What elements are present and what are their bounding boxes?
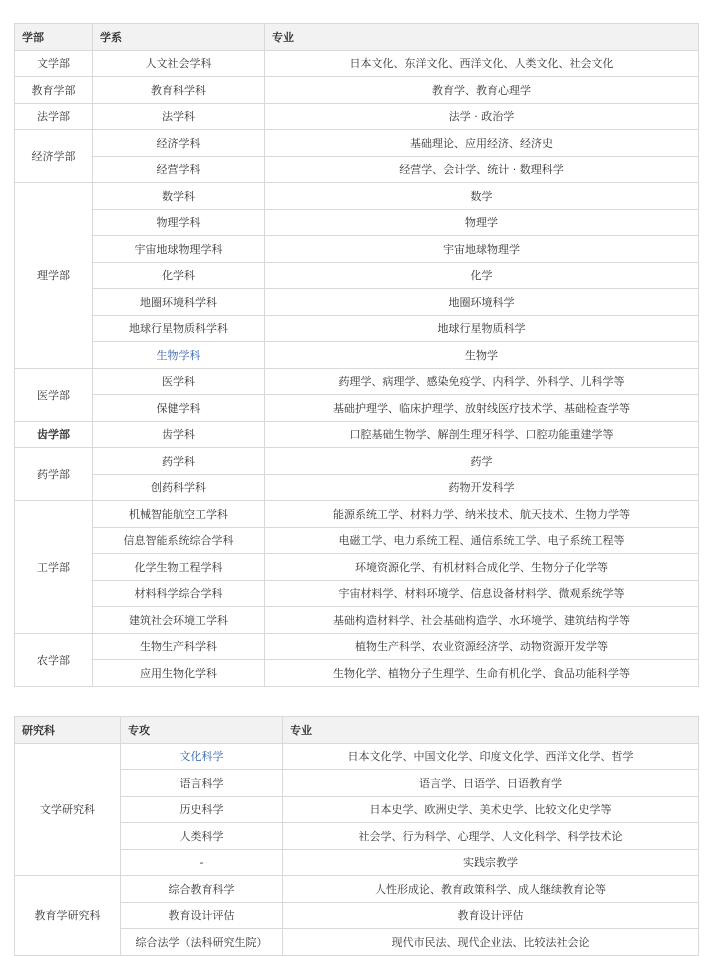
table-row	[15, 660, 699, 687]
major-cell: 地球行星物质科学	[265, 315, 699, 342]
department-cell: 法学科	[93, 103, 265, 130]
major-cell: 现代市民法、现代企业法、比较法社会论	[283, 929, 699, 956]
major-cell: 口腔基础生物学、解剖生理牙科学、口腔功能重建学等	[265, 421, 699, 448]
department-cell: 教育设计评估	[121, 902, 283, 929]
faculty-cell: 农学部	[15, 633, 93, 686]
table-row	[15, 554, 699, 581]
department-cell: 信息智能系统综合学科	[93, 527, 265, 554]
department-cell: -	[121, 849, 283, 876]
major-cell: 生物学	[265, 342, 699, 369]
department-cell: 药学科	[93, 448, 265, 475]
major-cell: 法学 · 政治学	[265, 103, 699, 130]
department-cell: 物理学科	[93, 209, 265, 236]
department-cell: 机械智能航空工学科	[93, 501, 265, 528]
department-cell: 综合教育科学	[121, 876, 283, 903]
department-cell: 齿学科	[93, 421, 265, 448]
major-cell: 经营学、会计学、统计 · 数理科学	[265, 156, 699, 183]
major-cell: 物理学	[265, 209, 699, 236]
major-cell: 日本史学、欧洲史学、美术史学、比较文化史学等	[283, 796, 699, 823]
department-link[interactable]: 生物学科	[93, 342, 265, 369]
major-cell: 环境资源化学、有机材料合成化学、生物分子化学等	[265, 554, 699, 581]
faculty-cell: 齿学部	[15, 421, 93, 448]
department-cell: 语言科学	[121, 770, 283, 797]
department-cell: 宇宙地球物理学科	[93, 236, 265, 263]
major-cell: 教育设计评估	[283, 902, 699, 929]
department-cell: 建筑社会环境工学科	[93, 607, 265, 634]
header-faculty: 学部	[15, 24, 93, 51]
table-row	[15, 262, 699, 289]
table-header-row	[15, 24, 699, 51]
table-row	[15, 209, 699, 236]
faculty-cell: 法学部	[15, 103, 93, 130]
major-cell: 生物化学、植物分子生理学、生命有机化学、食品功能科学等	[265, 660, 699, 687]
department-cell: 历史科学	[121, 796, 283, 823]
table-row	[15, 315, 699, 342]
department-cell: 数学科	[93, 183, 265, 210]
department-cell: 地球行星物质科学科	[93, 315, 265, 342]
major-cell: 化学	[265, 262, 699, 289]
graduate-school-cell: 文学研究科	[15, 743, 121, 876]
header-graduate-school: 研究科	[15, 717, 121, 744]
header-major: 专业	[283, 717, 699, 744]
department-cell: 化学科	[93, 262, 265, 289]
major-cell: 药物开发科学	[265, 474, 699, 501]
department-cell: 化学生物工程学科	[93, 554, 265, 581]
major-cell: 实践宗教学	[283, 849, 699, 876]
table-row	[15, 743, 699, 770]
table-row	[15, 289, 699, 316]
department-cell: 人文社会学科	[93, 50, 265, 77]
faculty-cell: 经济学部	[15, 130, 93, 183]
header-department: 学系	[93, 24, 265, 51]
faculty-cell: 工学部	[15, 501, 93, 634]
major-cell: 日本文化学、中国文化学、印度文化学、西洋文化学、哲学	[283, 743, 699, 770]
table-header-row	[15, 717, 699, 744]
major-cell: 电磁工学、电力系统工程、通信系统工学、电子系统工程等	[265, 527, 699, 554]
table-row	[15, 527, 699, 554]
table-row	[15, 395, 699, 422]
table-row	[15, 607, 699, 634]
header-specialization: 专攻	[121, 717, 283, 744]
department-cell: 经济学科	[93, 130, 265, 157]
major-cell: 基础构造材料学、社会基础构造学、水环境学、建筑结构学等	[265, 607, 699, 634]
table-row	[15, 156, 699, 183]
major-cell: 人性形成论、教育政策科学、成人继续教育论等	[283, 876, 699, 903]
table-row	[15, 342, 699, 369]
department-cell: 教育科学科	[93, 77, 265, 104]
department-cell: 人类科学	[121, 823, 283, 850]
faculty-cell: 教育学部	[15, 77, 93, 104]
major-cell: 地圈环境科学	[265, 289, 699, 316]
department-cell: 地圈环境科学科	[93, 289, 265, 316]
major-cell: 语言学、日语学、日语教育学	[283, 770, 699, 797]
department-cell: 综合法学（法科研究生院）	[121, 929, 283, 956]
faculty-cell: 理学部	[15, 183, 93, 369]
department-cell: 创药科学科	[93, 474, 265, 501]
department-cell: 生物生产科学科	[93, 633, 265, 660]
major-cell: 药理学、病理学、感染免疫学、内科学、外科学、儿科学等	[265, 368, 699, 395]
table-row	[15, 50, 699, 77]
faculty-cell: 文学部	[15, 50, 93, 77]
faculty-cell: 药学部	[15, 448, 93, 501]
department-cell: 医学科	[93, 368, 265, 395]
major-cell: 植物生产科学、农业资源经济学、动物资源开发学等	[265, 633, 699, 660]
graduate-school-cell: 教育学研究科	[15, 876, 121, 956]
major-cell: 基础理论、应用经济、经济史	[265, 130, 699, 157]
major-cell: 宇宙材料学、材料环境学、信息设备材料学、微观系统学等	[265, 580, 699, 607]
table-row	[15, 103, 699, 130]
major-cell: 社会学、行为科学、心理学、人文化科学、科学技术论	[283, 823, 699, 850]
table-row	[15, 183, 699, 210]
graduate-school-table	[14, 716, 699, 956]
major-cell: 宇宙地球物理学	[265, 236, 699, 263]
table-row	[15, 474, 699, 501]
department-cell: 应用生物化学科	[93, 660, 265, 687]
major-cell: 日本文化、东洋文化、西洋文化、人类文化、社会文化	[265, 50, 699, 77]
major-cell: 基础护理学、临床护理学、放射线医疗技术学、基础检查学等	[265, 395, 699, 422]
department-cell: 材料科学综合学科	[93, 580, 265, 607]
department-cell: 经营学科	[93, 156, 265, 183]
table-row	[15, 448, 699, 475]
table-row	[15, 77, 699, 104]
table-row	[15, 580, 699, 607]
department-cell: 保健学科	[93, 395, 265, 422]
table-row	[15, 236, 699, 263]
department-link[interactable]: 文化科学	[121, 743, 283, 770]
table-row	[15, 876, 699, 903]
table-row	[15, 368, 699, 395]
faculty-cell: 医学部	[15, 368, 93, 421]
header-major: 专业	[265, 24, 699, 51]
major-cell: 数学	[265, 183, 699, 210]
major-cell: 药学	[265, 448, 699, 475]
faculty-table	[14, 23, 699, 687]
table-row	[15, 501, 699, 528]
table-row	[15, 633, 699, 660]
table-row	[15, 130, 699, 157]
table-row	[15, 421, 699, 448]
major-cell: 教育学、教育心理学	[265, 77, 699, 104]
major-cell: 能源系统工学、材料力学、纳米技术、航天技术、生物力学等	[265, 501, 699, 528]
